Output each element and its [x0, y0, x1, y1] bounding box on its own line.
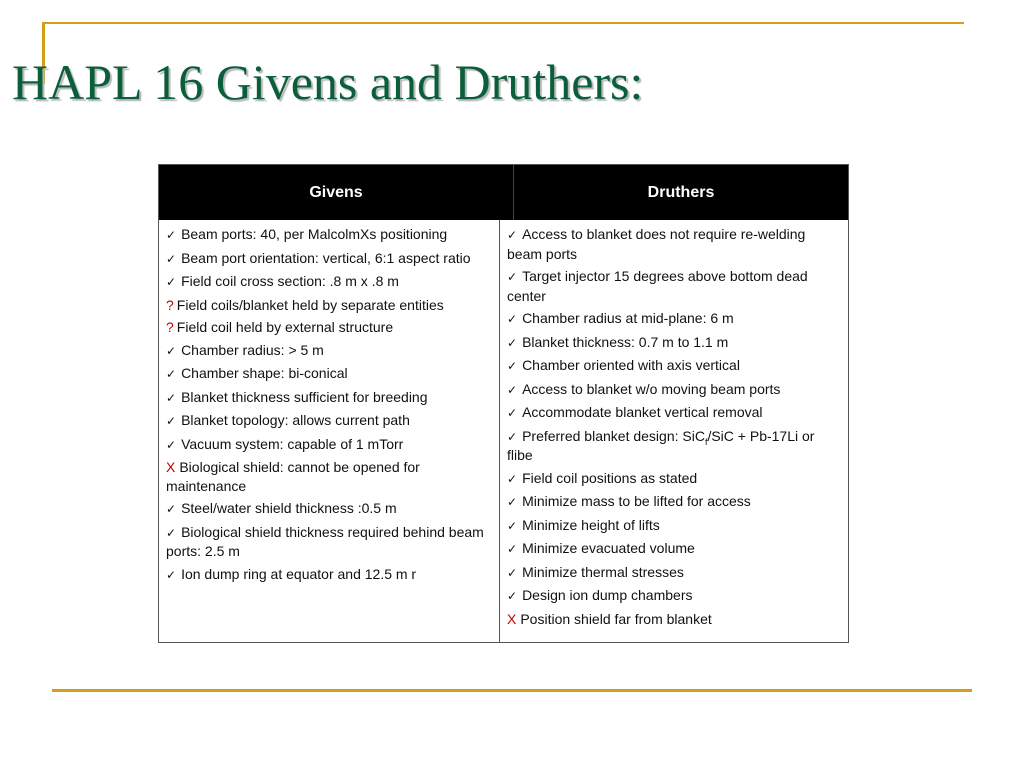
givens-item-text: Vacuum system: capable of 1 mTorr: [181, 435, 404, 452]
druthers-item-text: Minimize evacuated volume: [522, 540, 695, 556]
question-mark-icon: ?: [166, 296, 174, 313]
givens-item-text: Field coil held by external structure: [176, 319, 394, 335]
cross-mark-icon: X: [507, 610, 517, 627]
checkmark-icon: ✓: [166, 275, 177, 289]
subscript-f: f: [704, 436, 708, 447]
druthers-item: [507, 563, 842, 583]
druthers-item-text: Minimize mass to be lifted for access: [522, 493, 751, 509]
druthers-item: [507, 516, 842, 536]
druthers-item-text: Accommodate blanket vertical removal: [522, 404, 763, 420]
druthers-item: [507, 225, 842, 263]
givens-item: [166, 225, 493, 245]
checkmark-icon: ✓: [166, 390, 177, 405]
druthers-item-text: Target injector 15 degrees above bottom dead center: [507, 268, 808, 304]
druthers-item: [507, 267, 842, 305]
givens-item: [166, 318, 493, 337]
givens-item: [166, 458, 493, 495]
checkmark-icon: ✓: [507, 589, 518, 603]
druthers-item-text: Minimize thermal stresses: [522, 563, 684, 580]
givens-item-text: Beam port orientation: vertical, 6:1 aspect ratio: [181, 249, 471, 266]
druthers-item: [507, 610, 842, 629]
druthers-item: [507, 586, 842, 606]
accent-bottom-line: [52, 689, 972, 692]
givens-item: [166, 272, 493, 292]
checkmark-icon: ✓: [507, 382, 518, 397]
givens-item-text: Biological shield thickness required behind beam ports: 2.5 m: [166, 523, 484, 559]
slide-title: HAPL 16 Givens and Druthers:: [12, 54, 644, 110]
givens-item-text: Ion dump ring at equator and 12.5 m r: [181, 565, 417, 582]
checkmark-icon: ✓: [166, 414, 177, 428]
druthers-item: [507, 403, 842, 423]
druthers-item-text: Chamber oriented with axis vertical: [522, 357, 740, 373]
druthers-item-text: Access to blanket w/o moving beam ports: [522, 380, 781, 397]
givens-item-text: Steel/water shield thickness :0.5 m: [181, 500, 397, 516]
druthers-item-text-post: /SiC + Pb-17Li or flibe: [507, 427, 815, 463]
checkmark-icon: ✓: [507, 518, 518, 533]
checkmark-icon: ✓: [166, 343, 177, 358]
druthers-item: [507, 427, 842, 465]
givens-item-text: Biological shield: cannot be opened for maintenance: [166, 459, 420, 494]
checkmark-icon: ✓: [507, 495, 518, 509]
checkmark-icon: ✓: [507, 565, 518, 580]
table-header: [159, 165, 848, 220]
druthers-item: [507, 356, 842, 376]
givens-item: [166, 388, 493, 408]
druthers-item: [507, 492, 842, 512]
checkmark-icon: ✓: [507, 335, 518, 350]
druthers-item: [507, 539, 842, 559]
checkmark-icon: ✓: [507, 429, 518, 444]
givens-item: [166, 435, 493, 455]
question-mark-icon: ?: [166, 319, 174, 335]
checkmark-icon: ✓: [507, 312, 518, 326]
druthers-item-text: Access to blanket does not require re-welding beam ports: [507, 226, 806, 262]
checkmark-icon: ✓: [507, 542, 518, 556]
druthers-item-text: Design ion dump chambers: [522, 587, 693, 603]
givens-item-text: Field coils/blanket held by separate entities: [176, 296, 444, 313]
druthers-item: [507, 380, 842, 400]
givens-item-text: Blanket thickness sufficient for breeding: [181, 388, 428, 405]
druthers-item-text: Position shield far from blanket: [520, 610, 712, 627]
checkmark-icon: ✓: [507, 270, 518, 284]
checkmark-icon: ✓: [166, 525, 177, 540]
checkmark-icon: ✓: [166, 437, 177, 452]
checkmark-icon: ✓: [166, 502, 177, 516]
druthers-item: [507, 309, 842, 329]
givens-item: [166, 341, 493, 361]
checkmark-icon: ✓: [166, 567, 177, 582]
cross-mark-icon: X: [166, 459, 176, 475]
checkmark-icon: ✓: [166, 251, 177, 266]
checkmark-icon: ✓: [166, 228, 177, 242]
druthers-item-text: Blanket thickness: 0.7 m to 1.1 m: [522, 333, 729, 350]
givens-item: [166, 411, 493, 431]
druthers-item-text-pre: Preferred blanket design: SiC: [522, 427, 705, 444]
druthers-item: [507, 469, 842, 489]
checkmark-icon: ✓: [166, 367, 177, 381]
givens-item-text: Blanket topology: allows current path: [181, 412, 410, 428]
givens-column: [159, 220, 500, 642]
givens-druthers-table: [158, 164, 849, 643]
druthers-header: Druthers: [513, 165, 848, 220]
givens-header: Givens: [309, 183, 363, 201]
givens-item: [166, 249, 493, 269]
givens-item: [166, 364, 493, 384]
givens-item: [166, 565, 493, 585]
druthers-item: [507, 333, 842, 353]
druthers-item-text: Chamber radius at mid-plane: 6 m: [522, 310, 734, 326]
accent-top-line: [42, 22, 964, 24]
checkmark-icon: ✓: [507, 228, 518, 242]
givens-item-text: Chamber shape: bi-conical: [181, 365, 348, 381]
givens-item: [166, 499, 493, 519]
givens-item: [166, 296, 493, 315]
druthers-item-text: Minimize height of lifts: [522, 516, 660, 533]
givens-item: [166, 523, 493, 561]
checkmark-icon: ✓: [507, 471, 518, 486]
givens-item-text: Field coil cross section: .8 m x .8 m: [181, 273, 399, 289]
checkmark-icon: ✓: [507, 359, 518, 373]
table-body: [159, 220, 848, 642]
checkmark-icon: ✓: [507, 406, 518, 420]
givens-item-text: Chamber radius: > 5 m: [181, 341, 324, 358]
druthers-item-text: Field coil positions as stated: [522, 469, 698, 486]
givens-item-text: Beam ports: 40, per MalcolmXs positioning: [181, 226, 448, 242]
druthers-column: [500, 220, 848, 642]
druthers-item-text: [507, 428, 814, 464]
